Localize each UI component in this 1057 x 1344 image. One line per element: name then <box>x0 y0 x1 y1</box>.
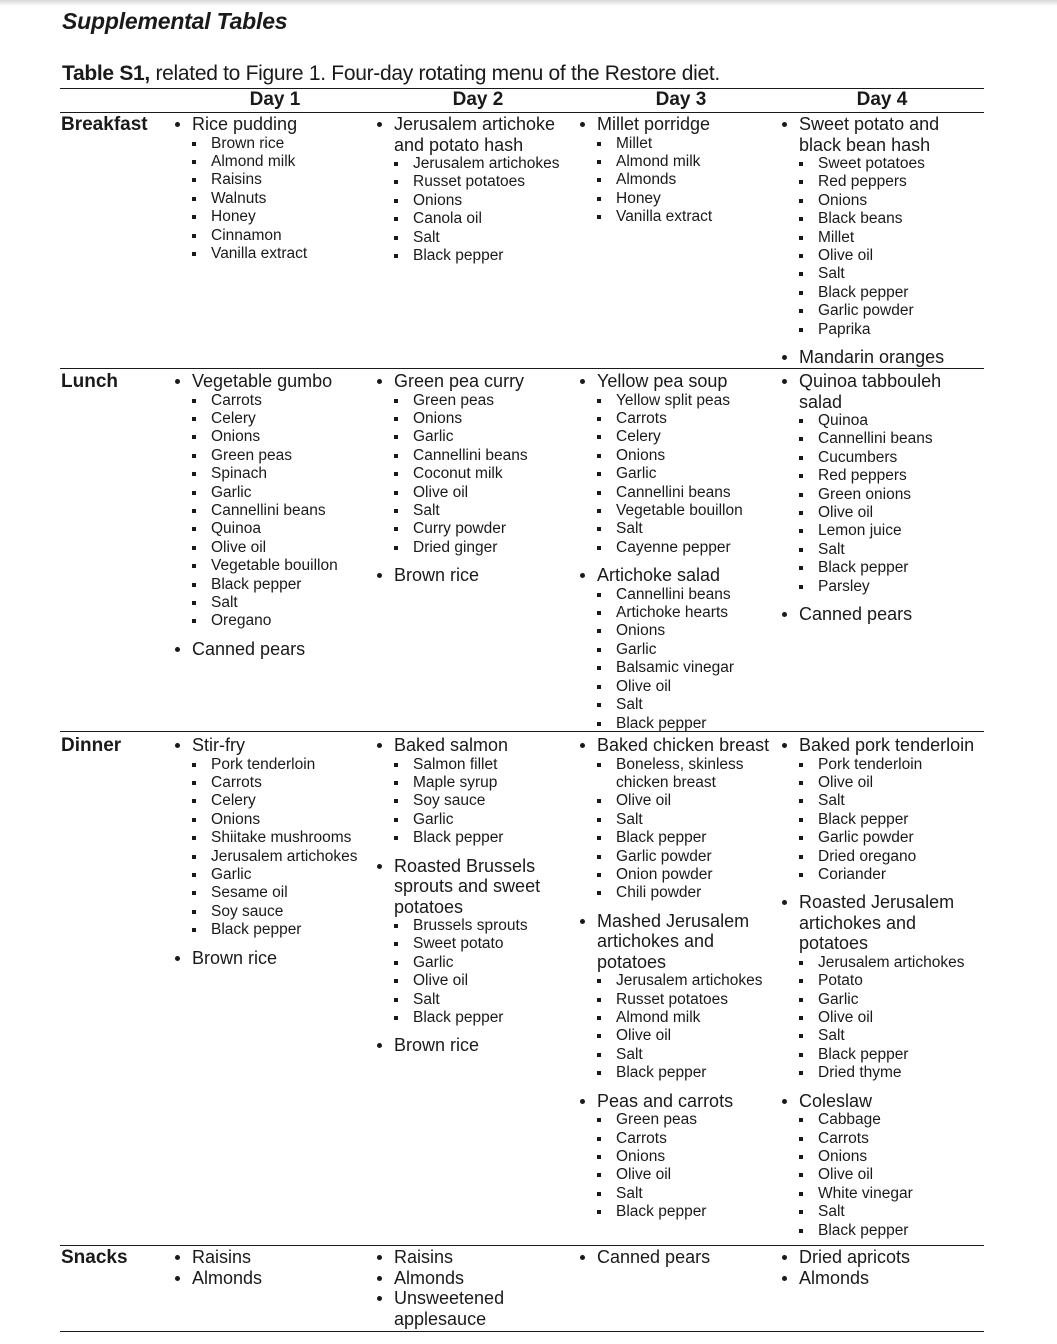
ingredient-item: Salt <box>779 541 954 559</box>
ingredient-item: Almond milk <box>577 1009 777 1027</box>
dish-name: Green pea curry <box>374 371 574 392</box>
ingredient-item: Boneless, skinless chicken breast <box>577 756 777 793</box>
ingredient-item: Olive oil <box>577 1027 777 1045</box>
ingredient-item: Cinnamon <box>172 227 372 245</box>
ingredient-item: Carrots <box>172 392 372 410</box>
row-divider-lunch <box>60 731 984 732</box>
ingredient-item: Black pepper <box>374 247 569 265</box>
ingredient-item: Artichoke hearts <box>577 604 777 622</box>
ingredient-item: Oregano <box>172 612 372 630</box>
ingredient-item: Almond milk <box>172 153 372 171</box>
dish-name: Baked chicken breast <box>577 735 777 756</box>
row-label-breakfast: Breakfast <box>61 114 148 135</box>
dish-block <box>374 735 554 848</box>
ingredient-item: Olive oil <box>374 484 574 502</box>
ingredient-list <box>779 1111 979 1240</box>
dish-block <box>172 639 372 660</box>
ingredient-item: Vegetable bouillon <box>577 502 777 520</box>
ingredient-item: Salt <box>779 265 954 283</box>
ingredient-item: Millet <box>779 229 954 247</box>
ingredient-item: Olive oil <box>577 792 777 810</box>
ingredient-item: Black pepper <box>172 576 372 594</box>
dish-block <box>779 1247 979 1268</box>
ingredient-item: Russet potatoes <box>374 173 569 191</box>
ingredient-item: Parsley <box>779 578 954 596</box>
ingredient-item: Green peas <box>374 392 574 410</box>
ingredient-item: Carrots <box>577 410 777 428</box>
ingredient-list <box>577 972 777 1082</box>
ingredient-item: Salt <box>577 1046 777 1064</box>
ingredient-item: Salt <box>577 1185 777 1203</box>
section-title: Supplemental Tables <box>62 8 288 34</box>
ingredient-item: Onion powder <box>577 866 777 884</box>
ingredient-item: Cannellini beans <box>172 502 372 520</box>
ingredient-item: Black pepper <box>779 811 979 829</box>
ingredient-item: Quinoa <box>172 520 372 538</box>
ingredient-item: Olive oil <box>577 1166 777 1184</box>
ingredient-item: Almonds <box>577 171 777 189</box>
ingredient-item: Olive oil <box>172 539 372 557</box>
ingredient-list <box>577 586 777 733</box>
ingredient-item: Salt <box>374 502 574 520</box>
ingredient-item: Black pepper <box>374 1009 554 1027</box>
dish-block <box>779 735 979 884</box>
ingredient-item: Celery <box>172 410 372 428</box>
ingredient-item: Cannellini beans <box>779 430 954 448</box>
ingredient-item: Soy sauce <box>172 903 372 921</box>
dish-name: Raisins <box>172 1247 372 1268</box>
dish-block <box>779 604 954 625</box>
ingredient-item: Cabbage <box>779 1111 979 1129</box>
dish-name: Almonds <box>172 1268 372 1289</box>
dish-block <box>779 347 954 368</box>
cell-snacks-day-3 <box>577 1247 777 1268</box>
ingredient-item: Red peppers <box>779 173 954 191</box>
ingredient-item: Garlic <box>577 465 777 483</box>
ingredient-item: Black pepper <box>577 1064 777 1082</box>
ingredient-item: Olive oil <box>779 247 954 265</box>
dish-name: Sweet potato and black bean hash <box>779 114 954 155</box>
dish-name: Canned pears <box>172 639 372 660</box>
dish-name: Brown rice <box>374 565 574 586</box>
ingredient-item: Salt <box>577 696 777 714</box>
header-bottom-rule <box>60 112 984 113</box>
cell-snacks-day-2 <box>374 1247 534 1329</box>
ingredient-item: Jerusalem artichokes <box>779 954 979 972</box>
ingredient-item: Salt <box>779 1203 979 1221</box>
ingredient-list <box>172 756 372 940</box>
dish-block <box>779 371 954 596</box>
dish-block <box>374 1035 554 1056</box>
ingredient-item: Olive oil <box>779 774 979 792</box>
dish-name: Millet porridge <box>577 114 777 135</box>
ingredient-item: Raisins <box>172 171 372 189</box>
cell-breakfast-day-4 <box>779 114 954 376</box>
dish-block <box>374 565 574 586</box>
ingredient-item: Black pepper <box>779 1046 979 1064</box>
ingredient-item: Salt <box>374 991 554 1009</box>
ingredient-item: Dried ginger <box>374 539 574 557</box>
ingredient-item: Lemon juice <box>779 522 954 540</box>
ingredient-item: Canola oil <box>374 210 569 228</box>
dish-block <box>779 1091 979 1240</box>
cell-dinner-day-1 <box>172 735 372 976</box>
ingredient-item: Red peppers <box>779 467 954 485</box>
ingredient-item: Celery <box>172 792 372 810</box>
ingredient-item: Vanilla extract <box>172 245 372 263</box>
row-label-snacks: Snacks <box>61 1247 128 1268</box>
ingredient-item: Potato <box>779 972 979 990</box>
ingredient-item: Curry powder <box>374 520 574 538</box>
ingredient-item: Salt <box>779 1027 979 1045</box>
dish-name: Rice pudding <box>172 114 372 135</box>
dish-block <box>577 565 777 733</box>
ingredient-item: Quinoa <box>779 412 954 430</box>
ingredient-item: Garlic <box>577 641 777 659</box>
ingredient-item: Sesame oil <box>172 884 372 902</box>
dish-block <box>779 1268 979 1289</box>
table-caption-label: Table S1, <box>62 62 150 85</box>
ingredient-item: Olive oil <box>374 972 554 990</box>
ingredient-item: Garlic powder <box>577 848 777 866</box>
dish-block <box>374 114 569 265</box>
ingredient-list <box>577 135 777 227</box>
ingredient-item: Shiitake mushrooms <box>172 829 372 847</box>
dish-name: Coleslaw <box>779 1091 979 1112</box>
cell-breakfast-day-3 <box>577 114 777 235</box>
dish-block <box>577 735 777 903</box>
ingredient-item: Carrots <box>172 774 372 792</box>
ingredient-list <box>374 756 554 848</box>
ingredient-item: Salmon fillet <box>374 756 554 774</box>
dish-block <box>172 114 372 263</box>
ingredient-item: Dried oregano <box>779 848 979 866</box>
dish-block <box>577 911 777 1083</box>
table-caption-text: related to Figure 1. Four-day rotating menu of the Restore diet. <box>149 62 720 85</box>
ingredient-item: Green peas <box>172 447 372 465</box>
dish-name: Canned pears <box>577 1247 777 1268</box>
ingredient-item: Onions <box>779 1148 979 1166</box>
ingredient-item: Pork tenderloin <box>172 756 372 774</box>
ingredient-item: Garlic <box>172 866 372 884</box>
ingredient-item: Garlic <box>374 811 554 829</box>
dish-block <box>374 1247 534 1268</box>
dish-block <box>577 114 777 227</box>
cell-dinner-day-3 <box>577 735 777 1230</box>
dish-block <box>577 371 777 557</box>
row-label-lunch: Lunch <box>61 371 118 392</box>
ingredient-item: Jerusalem artichokes <box>374 155 569 173</box>
dish-name: Jerusalem artichoke and potato hash <box>374 114 569 155</box>
ingredient-item: Onions <box>577 622 777 640</box>
cell-lunch-day-4 <box>779 371 954 633</box>
ingredient-item: Dried thyme <box>779 1064 979 1082</box>
dish-name: Roasted Brussels sprouts and sweet potatoes <box>374 856 554 918</box>
ingredient-item: Pork tenderloin <box>779 756 979 774</box>
ingredient-item: Olive oil <box>779 1009 979 1027</box>
ingredient-item: Green onions <box>779 486 954 504</box>
ingredient-item: Carrots <box>577 1130 777 1148</box>
ingredient-item: Salt <box>374 229 569 247</box>
ingredient-item: Onions <box>577 1148 777 1166</box>
ingredient-list <box>374 392 574 558</box>
ingredient-item: Black pepper <box>577 1203 777 1221</box>
ingredient-item: Salt <box>577 811 777 829</box>
ingredient-item: Russet potatoes <box>577 991 777 1009</box>
ingredient-item: Garlic <box>374 428 574 446</box>
cell-breakfast-day-1 <box>172 114 372 271</box>
ingredient-item: Salt <box>172 594 372 612</box>
ingredient-item: Black pepper <box>577 715 777 733</box>
page-top-edge <box>0 0 1057 6</box>
ingredient-item: Olive oil <box>779 504 954 522</box>
dish-name: Canned pears <box>779 604 954 625</box>
cell-dinner-day-4 <box>779 735 979 1248</box>
column-header-day-2: Day 2 <box>452 89 504 110</box>
table-caption <box>62 62 720 86</box>
cell-snacks-day-4 <box>779 1247 979 1288</box>
dish-block <box>779 114 954 339</box>
ingredient-list <box>779 412 954 596</box>
ingredient-item: Cannellini beans <box>374 447 574 465</box>
column-header-day-4: Day 4 <box>856 89 908 110</box>
ingredient-item: Carrots <box>779 1130 979 1148</box>
ingredient-list <box>374 155 569 265</box>
ingredient-item: Chili powder <box>577 884 777 902</box>
ingredient-item: Black pepper <box>779 1222 979 1240</box>
dish-name: Yellow pea soup <box>577 371 777 392</box>
ingredient-item: Onions <box>172 811 372 829</box>
ingredient-item: Onions <box>779 192 954 210</box>
ingredient-item: Almond milk <box>577 153 777 171</box>
ingredient-item: Vanilla extract <box>577 208 777 226</box>
dish-block <box>172 735 372 940</box>
ingredient-item: Onions <box>577 447 777 465</box>
ingredient-item: Walnuts <box>172 190 372 208</box>
ingredient-item: Garlic powder <box>779 829 979 847</box>
dish-name: Stir-fry <box>172 735 372 756</box>
ingredient-list <box>172 135 372 264</box>
dish-name: Raisins <box>374 1247 534 1268</box>
ingredient-item: Brown rice <box>172 135 372 153</box>
column-header-day-3: Day 3 <box>655 89 707 110</box>
dish-block <box>172 1247 372 1268</box>
dish-name: Quinoa tabbouleh salad <box>779 371 954 412</box>
cell-snacks-day-1 <box>172 1247 372 1288</box>
ingredient-item: Yellow split peas <box>577 392 777 410</box>
ingredient-item: Garlic <box>172 484 372 502</box>
dish-name: Peas and carrots <box>577 1091 777 1112</box>
ingredient-item: Jerusalem artichokes <box>172 848 372 866</box>
ingredient-item: Onions <box>374 192 569 210</box>
cell-breakfast-day-2 <box>374 114 569 273</box>
dish-name: Roasted Jerusalem artichokes and potatoes <box>779 892 979 954</box>
dish-name: Almonds <box>374 1268 534 1289</box>
ingredient-list <box>577 1111 777 1221</box>
dish-block <box>172 1268 372 1289</box>
dish-block <box>172 948 372 969</box>
ingredient-item: Salt <box>779 792 979 810</box>
ingredient-item: Cayenne pepper <box>577 539 777 557</box>
dish-name: Almonds <box>779 1268 979 1289</box>
dish-name: Brown rice <box>374 1035 554 1056</box>
ingredient-item: Sweet potato <box>374 935 554 953</box>
ingredient-list <box>779 954 979 1083</box>
dish-name: Vegetable gumbo <box>172 371 372 392</box>
ingredient-item: Black pepper <box>779 559 954 577</box>
dish-name: Artichoke salad <box>577 565 777 586</box>
ingredient-item: Garlic powder <box>779 302 954 320</box>
row-label-dinner: Dinner <box>61 735 122 756</box>
cell-lunch-day-1 <box>172 371 372 667</box>
ingredient-item: Vegetable bouillon <box>172 557 372 575</box>
dish-name: Baked pork tenderloin <box>779 735 979 756</box>
dish-block <box>172 371 372 631</box>
ingredient-item: Celery <box>577 428 777 446</box>
table-bottom-rule <box>60 1331 984 1332</box>
ingredient-item: Honey <box>172 208 372 226</box>
ingredient-item: Soy sauce <box>374 792 554 810</box>
ingredient-item: Sweet potatoes <box>779 155 954 173</box>
ingredient-list <box>374 917 554 1027</box>
dish-block <box>374 1268 534 1289</box>
ingredient-item: Cannellini beans <box>577 484 777 502</box>
ingredient-item: Onions <box>172 428 372 446</box>
ingredient-item: Black pepper <box>172 921 372 939</box>
ingredient-item: Paprika <box>779 321 954 339</box>
ingredient-item: Millet <box>577 135 777 153</box>
ingredient-item: Maple syrup <box>374 774 554 792</box>
ingredient-item: White vinegar <box>779 1185 979 1203</box>
ingredient-item: Spinach <box>172 465 372 483</box>
ingredient-item: Coconut milk <box>374 465 574 483</box>
dish-name: Mandarin oranges <box>779 347 954 368</box>
ingredient-item: Black pepper <box>374 829 554 847</box>
column-header-day-1: Day 1 <box>249 89 301 110</box>
ingredient-item: Black pepper <box>779 284 954 302</box>
dish-block <box>577 1247 777 1268</box>
ingredient-list <box>577 756 777 903</box>
ingredient-item: Cannellini beans <box>577 586 777 604</box>
dish-block <box>577 1091 777 1222</box>
dish-block <box>779 892 979 1082</box>
dish-name: Baked salmon <box>374 735 554 756</box>
cell-lunch-day-2 <box>374 371 574 594</box>
dish-name: Brown rice <box>172 948 372 969</box>
ingredient-item: Onions <box>374 410 574 428</box>
ingredient-list <box>779 756 979 885</box>
ingredient-item: Garlic <box>779 991 979 1009</box>
dish-block <box>374 856 554 1028</box>
ingredient-item: Jerusalem artichokes <box>577 972 777 990</box>
ingredient-item: Green peas <box>577 1111 777 1129</box>
ingredient-list <box>577 392 777 558</box>
ingredient-item: Brussels sprouts <box>374 917 554 935</box>
dish-name: Dried apricots <box>779 1247 979 1268</box>
ingredient-item: Black pepper <box>577 829 777 847</box>
ingredient-list <box>779 155 954 339</box>
cell-lunch-day-3 <box>577 371 777 741</box>
ingredient-item: Balsamic vinegar <box>577 659 777 677</box>
ingredient-item: Olive oil <box>779 1166 979 1184</box>
ingredient-item: Coriander <box>779 866 979 884</box>
ingredient-item: Honey <box>577 190 777 208</box>
ingredient-list <box>172 392 372 631</box>
ingredient-item: Cucumbers <box>779 449 954 467</box>
dish-block <box>374 1288 534 1329</box>
ingredient-item: Black beans <box>779 210 954 228</box>
cell-dinner-day-2 <box>374 735 554 1064</box>
ingredient-item: Salt <box>577 520 777 538</box>
dish-block <box>374 371 574 557</box>
ingredient-item: Garlic <box>374 954 554 972</box>
ingredient-item: Olive oil <box>577 678 777 696</box>
dish-name: Mashed Jerusalem artichokes and potatoes <box>577 911 777 973</box>
dish-name: Unsweetened applesauce <box>374 1288 534 1329</box>
